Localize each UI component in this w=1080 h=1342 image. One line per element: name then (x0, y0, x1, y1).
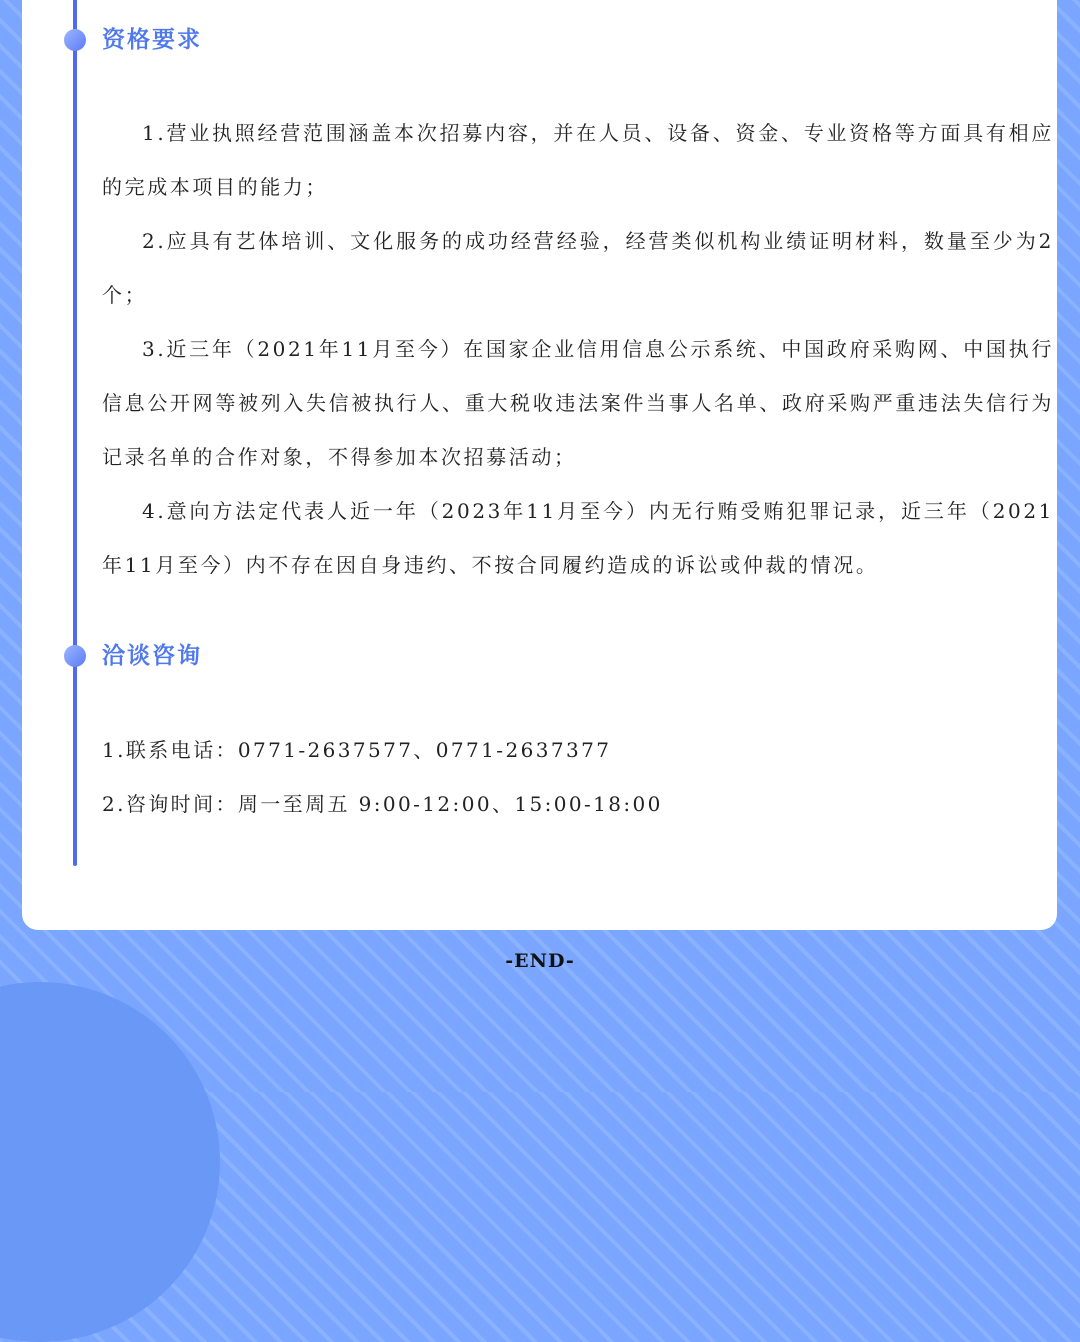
contact-phone: 1.联系电话：0771-2637577、0771-2637377 (102, 738, 612, 762)
timeline-line (73, 0, 77, 866)
end-marker: -END- (505, 950, 575, 972)
requirement-item-2: 2.应具有艺体培训、文化服务的成功经营经验，经营类似机构业绩证明材料，数量至少为2个； (102, 229, 1054, 307)
section-bullet-icon (64, 29, 86, 51)
content-card (22, 0, 1057, 930)
requirement-item-4: 4.意向方法定代表人近一年（2023年11月至今）内无行贿受贿犯罪记录，近三年（2021年11月至今）内不存在因自身违约、不按合同履约造成的诉讼或仲裁的情况。 (102, 499, 1054, 577)
contact-hours: 2.咨询时间：周一至周五 9:00-12:00、15:00-18:00 (102, 792, 663, 816)
section-bullet-icon (64, 645, 86, 667)
decorative-circle (0, 982, 220, 1342)
requirement-item-1: 1.营业执照经营范围涵盖本次招募内容，并在人员、设备、资金、专业资格等方面具有相应的完成本项目的能力； (102, 121, 1054, 199)
section-title-contact: 洽谈咨询 (102, 643, 202, 669)
section-title-requirements: 资格要求 (102, 27, 202, 53)
requirement-item-3: 3.近三年（2021年11月至今）在国家企业信用信息公示系统、中国政府采购网、中国执行信息公开网等被列入失信被执行人、重大税收违法案件当事人名单、政府采购严重违法失信行为记录名单的合作对象，不得参加本次招募活动； (102, 337, 1054, 469)
